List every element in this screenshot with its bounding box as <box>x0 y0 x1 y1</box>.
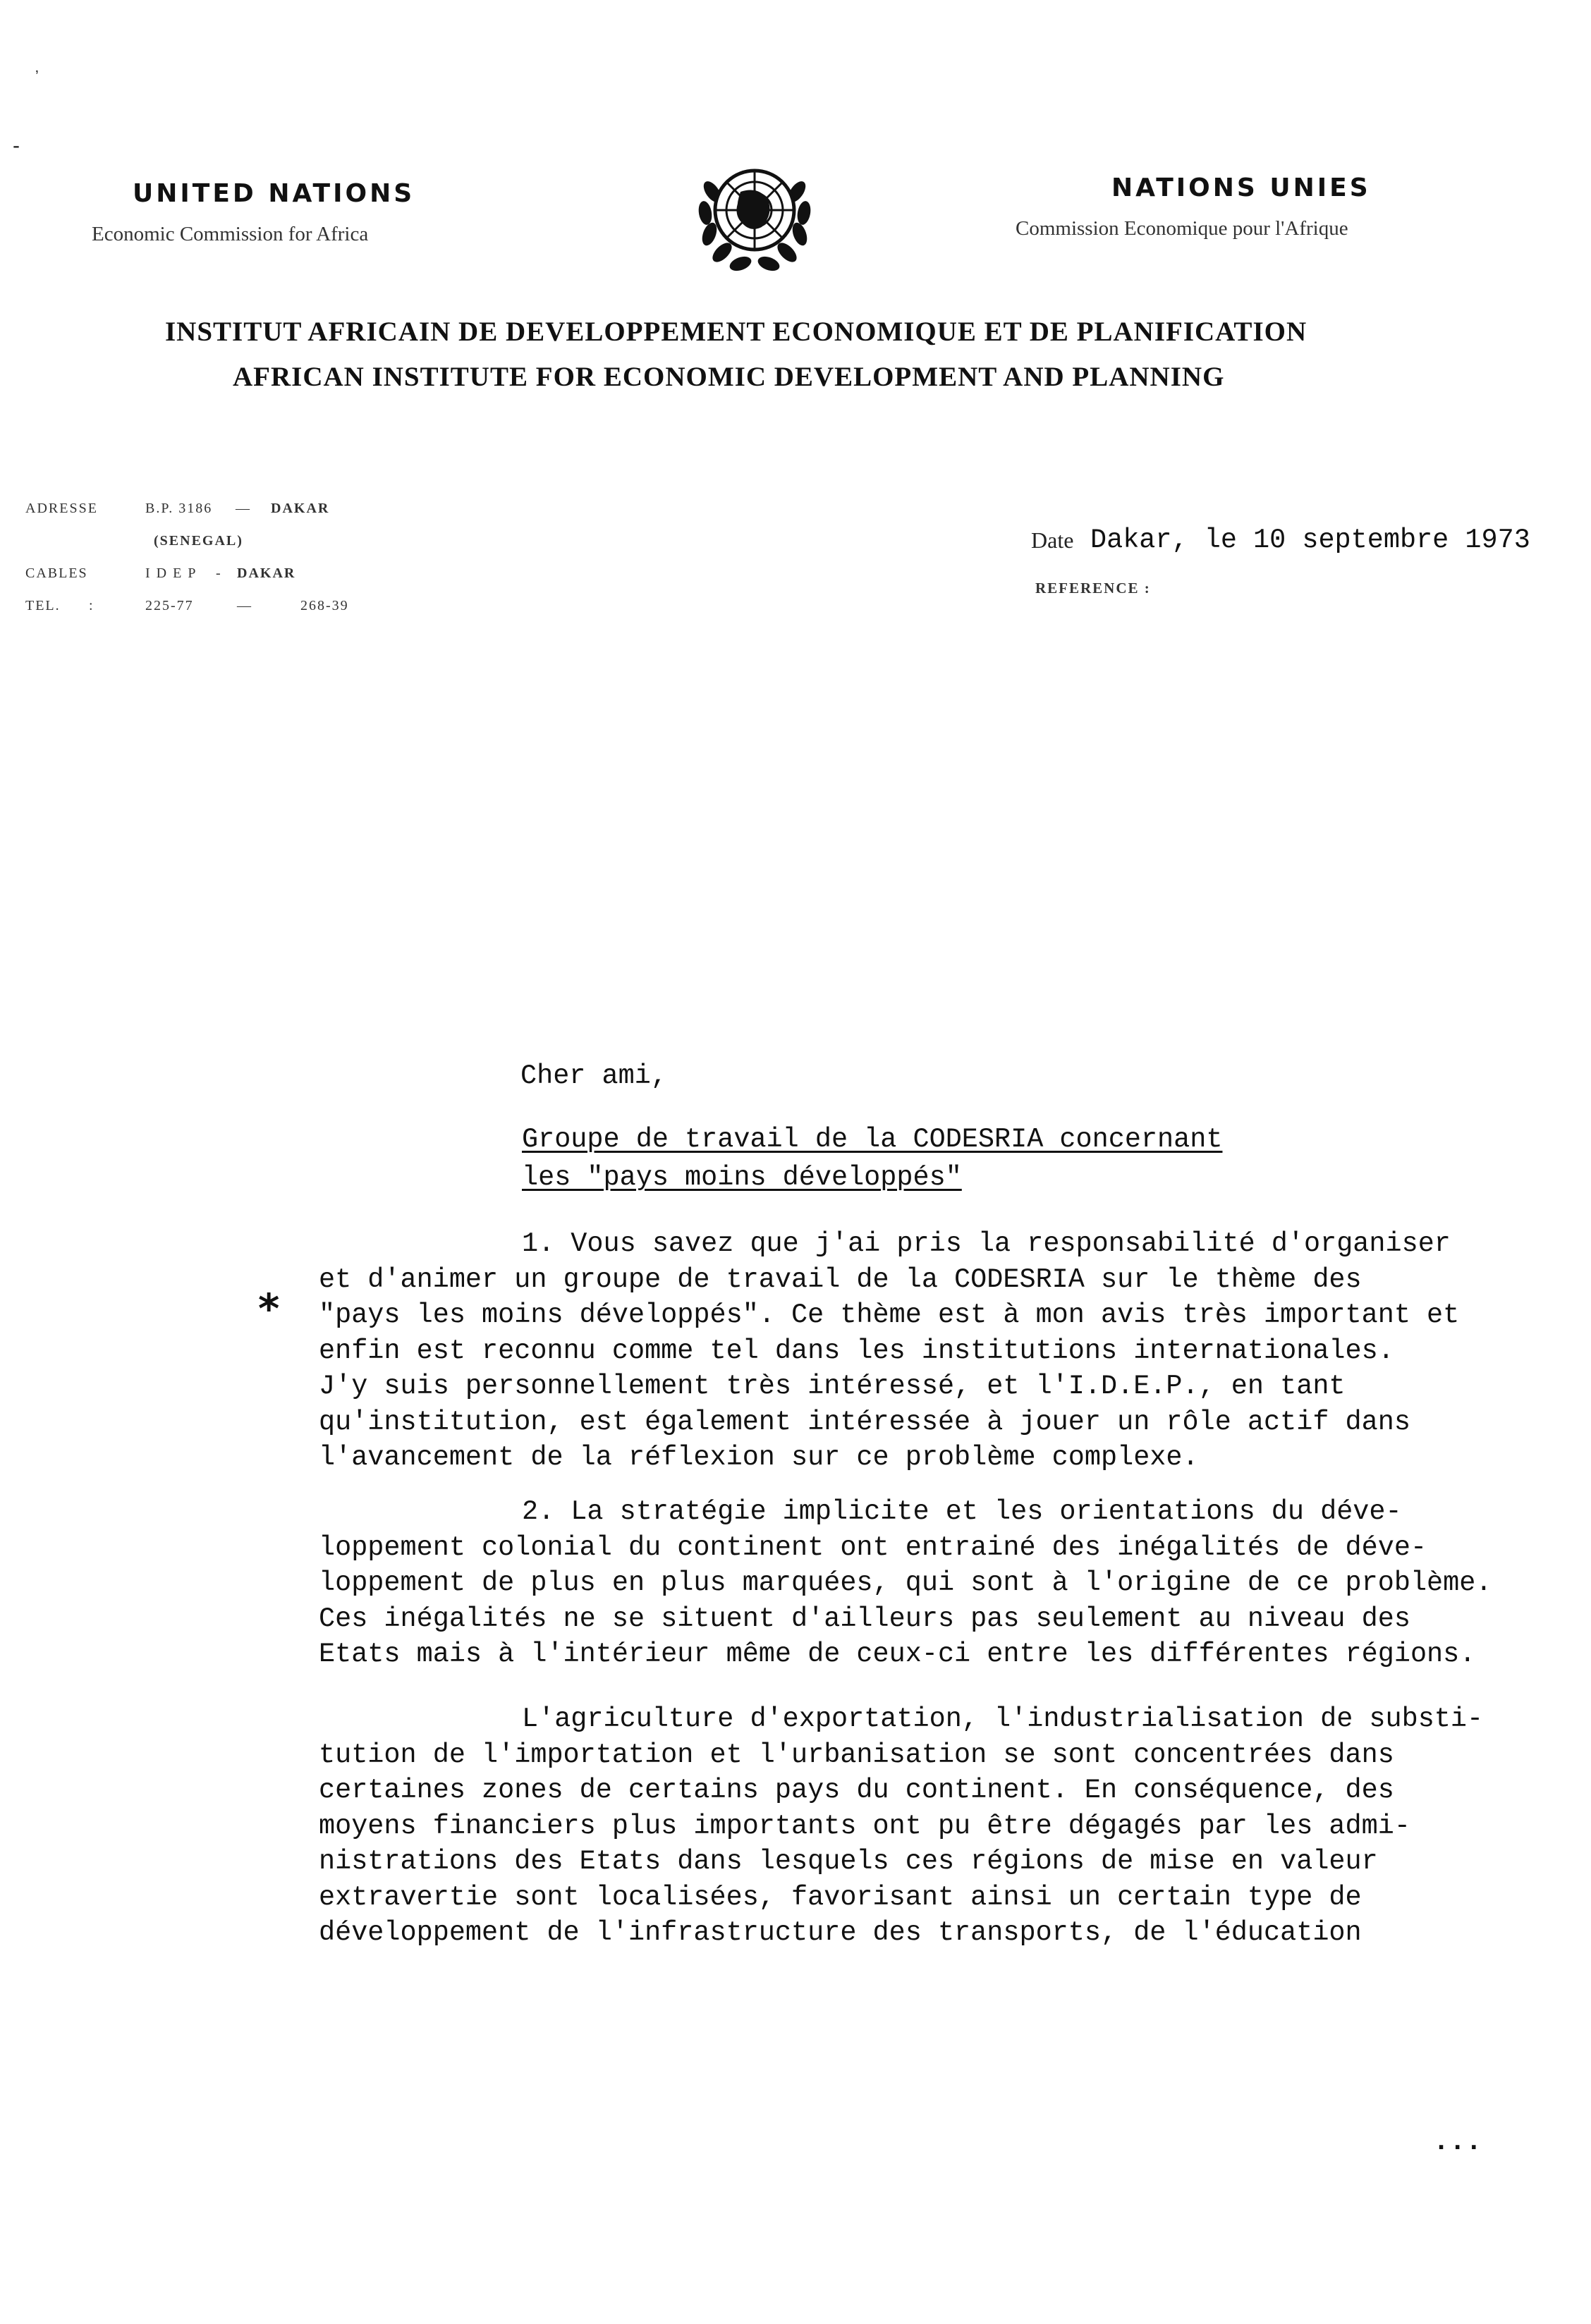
cables-city: DAKAR <box>237 565 296 581</box>
un-org-name-fr: NATIONS UNIES <box>1111 173 1371 202</box>
text-line: "pays les moins développés". Ce thème est à mon avis très important et <box>319 1299 1460 1331</box>
institute-name-en: AFRICAN INSTITUTE FOR ECONOMIC DEVELOPMENT AND PLANNING <box>233 362 1225 392</box>
telephone-colon: : <box>89 598 95 613</box>
text-line: Ces inégalités ne se situent d'ailleurs pas seulement au niveau des <box>319 1603 1410 1634</box>
uneca-name-fr: Commission Economique pour l'Afrique <box>1016 217 1348 240</box>
text-line: loppement colonial du continent ont entrainé des inégalités de déve- <box>319 1531 1427 1563</box>
text-line: l'avancement de la réflexion sur ce problème complexe. <box>319 1442 1199 1473</box>
address-city: DAKAR <box>271 501 330 516</box>
scan-speck: - <box>13 134 20 157</box>
text-line: enfin est reconnu comme tel dans les institutions internationales. <box>319 1335 1394 1366</box>
text-line: extravertie sont localisées, favorisant ainsi un certain type de <box>319 1881 1362 1913</box>
text-line: qu'institution, est également intéressée à jouer un rôle actif dans <box>319 1406 1410 1438</box>
telephone-number-2: 268-39 <box>300 598 349 613</box>
address-row <box>25 501 329 517</box>
continuation-dots: ... <box>1433 2127 1482 2158</box>
text-line: Etats mais à l'intérieur même de ceux-ci entre les différentes régions. <box>319 1639 1476 1670</box>
text-line: L'agriculture d'exportation, l'industrialisation de substi- <box>522 1704 1484 1735</box>
text-line: 2. La stratégie implicite et les orientations du déve- <box>522 1496 1402 1527</box>
uneca-name-en: Economic Commission for Africa <box>92 223 369 245</box>
text-line: certaines zones de certains pays du continent. En conséquence, des <box>319 1775 1394 1806</box>
telephone-label: TEL. <box>25 598 61 613</box>
cables-dash: - <box>216 565 222 581</box>
address-po-box: B.P. 3186 <box>145 501 213 516</box>
telephone-row <box>25 598 349 614</box>
text-line: 1. Vous savez que j'ai pris la responsabilité d'organiser <box>522 1228 1451 1259</box>
subject-line-2: les "pays moins développés" <box>522 1162 962 1193</box>
text-line: développement de l'infrastructure des transports, de l'éducation <box>319 1917 1362 1948</box>
address-dash: — <box>236 501 251 516</box>
cables-label: CABLES <box>25 565 88 581</box>
telephone-number-1: 225-77 <box>145 598 194 613</box>
letter-date: Dakar, le 10 septembre 1973 <box>1090 525 1530 556</box>
text-line: moyens financiers plus importants ont pu être dégagés par les admi- <box>319 1810 1410 1842</box>
address-country: (SENEGAL) <box>154 533 243 549</box>
margin-asterisk: * <box>258 1285 280 1333</box>
institute-name-fr: INSTITUT AFRICAIN DE DEVELOPPEMENT ECONOMIQUE ET DE PLANIFICATION <box>165 317 1307 347</box>
subject-line-1: Groupe de travail de la CODESRIA concernant <box>522 1124 1223 1155</box>
address-label: ADRESSE <box>25 501 98 516</box>
cables-value: I D E P <box>145 565 197 581</box>
text-line: J'y suis personnellement très intéressé, et l'I.D.E.P., en tant <box>319 1371 1346 1402</box>
text-line: loppement de plus en plus marquées, qui sont à l'origine de ce problème. <box>319 1567 1492 1598</box>
text-line: et d'animer un groupe de travail de la CODESRIA sur le thème des <box>319 1264 1362 1295</box>
reference-label: REFERENCE : <box>1035 580 1151 597</box>
date-label: Date <box>1031 527 1074 553</box>
scan-speck: ʼ <box>35 68 39 85</box>
salutation: Cher ami, <box>520 1060 667 1091</box>
telephone-dash: — <box>237 598 252 613</box>
un-org-name-en: UNITED NATIONS <box>133 179 415 208</box>
un-emblem-icon <box>691 149 818 276</box>
text-line: nistrations des Etats dans lesquels ces régions de mise en valeur <box>319 1846 1378 1877</box>
cables-row <box>25 565 295 582</box>
text-line: tution de l'importation et l'urbanisation se sont concentrées dans <box>319 1739 1394 1770</box>
